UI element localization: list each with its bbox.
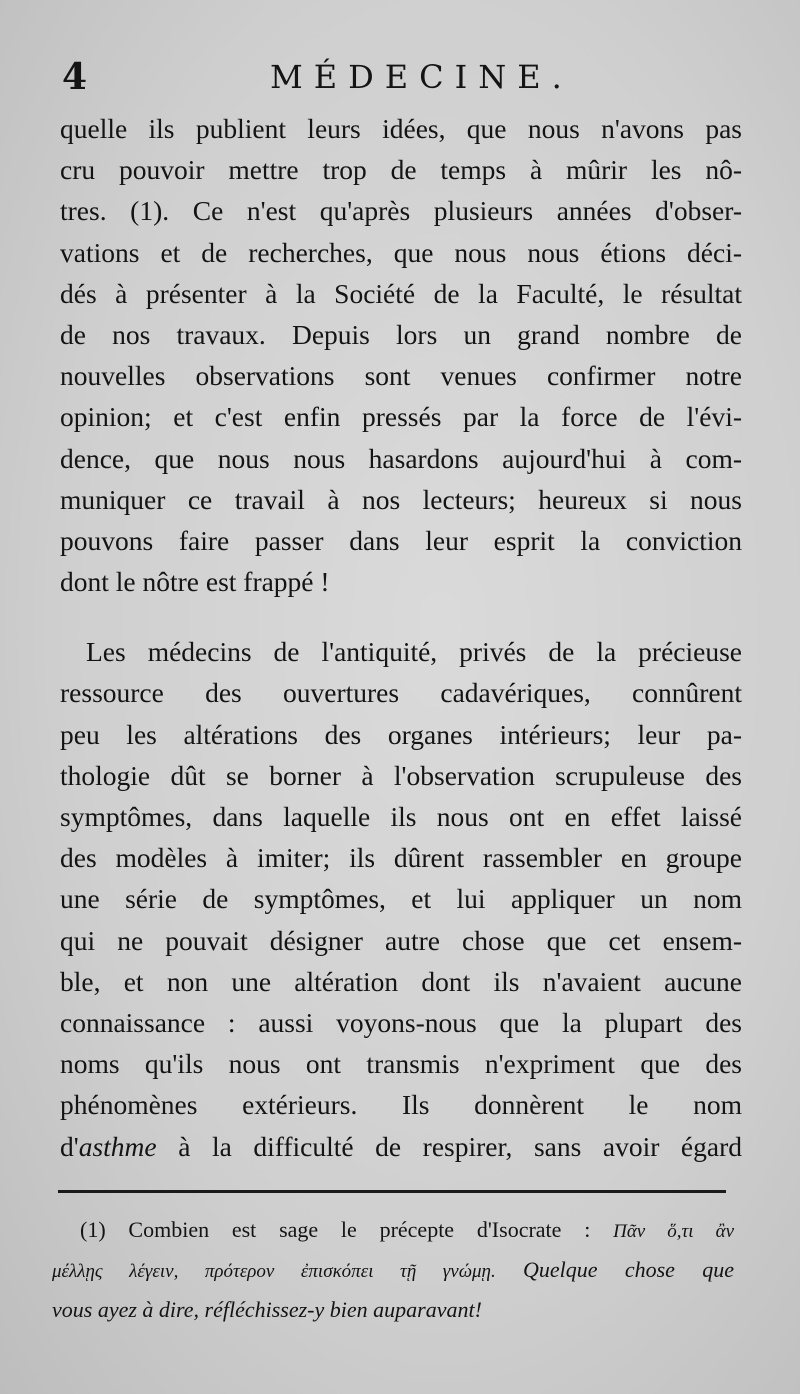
text-line: qui ne pouvait désigner autre chose que cet ensem-	[60, 924, 742, 956]
text-line: une série de symptômes, et lui appliquer un nom	[60, 883, 742, 915]
greek-quote: μέλλῃς λέγειν, πρότερον ἐπισκόπει τῇ γνώμῃ.	[52, 1261, 496, 1282]
text-fragment: d'	[60, 1130, 79, 1162]
text-line: peu les altérations des organes intérieurs; leur pa-	[60, 718, 742, 750]
footnote-line	[52, 1210, 734, 1250]
text-line: ble, et non une altération dont ils n'avaient aucune	[60, 965, 742, 997]
text-line: ressource des ouvertures cadavériques, connûrent	[60, 677, 742, 709]
footnote-text: (1) Combien est sage le précepte d'Isocrate :	[80, 1217, 591, 1242]
text-line: pouvons faire passer dans leur esprit la conviction	[60, 524, 742, 556]
footnote-translation: Quelque chose que	[523, 1257, 735, 1282]
running-head: MÉDECINE.	[270, 58, 573, 96]
footnote-line: vous ayez à dire, réfléchissez-y bien auparavant!	[52, 1297, 482, 1322]
text-line: cru pouvoir mettre trop de temps à mûrir les nô-	[60, 154, 742, 186]
text-line: connaissance : aussi voyons-nous que la plupart des	[60, 1006, 742, 1038]
text-line: muniquer ce travail à nos lecteurs; heureux si nous	[60, 483, 742, 515]
text-line: noms qu'ils nous ont transmis n'expriment que des	[60, 1048, 742, 1080]
text-line: phénomènes extérieurs. Ils donnèrent le nom	[60, 1089, 742, 1121]
paragraph-2	[60, 631, 742, 1166]
page-header	[0, 56, 800, 96]
text-line: thologie dût se borner à l'observation scrupuleuse des	[60, 759, 742, 791]
body-text	[60, 108, 742, 1167]
text-line: des modèles à imiter; ils dûrent rassembler en groupe	[60, 842, 742, 874]
text-line: de nos travaux. Depuis lors un grand nombre de	[60, 318, 742, 350]
page-number: 4	[62, 56, 88, 98]
text-line: Les médecins de l'antiquité, privés de la précieuse	[86, 636, 742, 668]
footnote	[52, 1210, 734, 1330]
footnote-line	[52, 1250, 734, 1290]
text-line: nouvelles observations sont venues confirmer notre	[60, 360, 742, 392]
paragraph-1	[60, 108, 742, 602]
text-line: vations et de recherches, que nous nous étions déci-	[60, 236, 742, 268]
text-line: dence, que nous nous hasardons aujourd'hui à com-	[60, 442, 742, 474]
text-line: quelle ils publient leurs idées, que nous n'avons pas	[60, 113, 742, 144]
text-fragment: à la difficulté de respirer, sans avoir égard	[156, 1130, 742, 1162]
text-line	[60, 1126, 742, 1167]
italic-word: asthme	[78, 1130, 157, 1162]
footnote-divider	[58, 1190, 726, 1193]
text-line: dés à présenter à la Société de la Faculté, le résultat	[60, 277, 742, 309]
text-line: opinion; et c'est enfin pressés par la force de l'évi-	[60, 401, 742, 433]
text-line: tres. (1). Ce n'est qu'après plusieurs années d'obser-	[60, 195, 742, 227]
text-line: symptômes, dans laquelle ils nous ont en effet laissé	[60, 801, 742, 832]
greek-quote: Πᾶν ὅ,τι ἂν	[613, 1221, 734, 1242]
text-line: dont le nôtre est frappé !	[60, 566, 330, 598]
